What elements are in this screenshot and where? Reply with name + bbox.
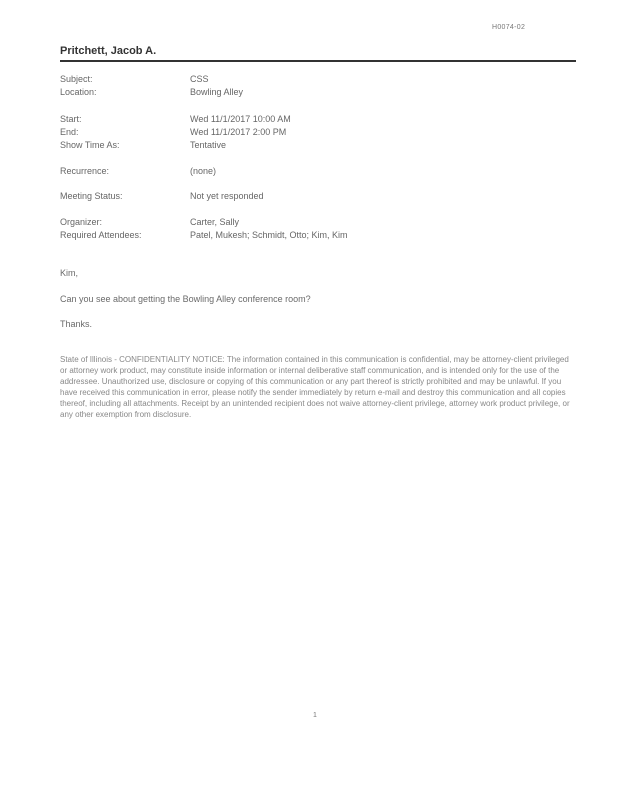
field-value: Not yet responded bbox=[190, 191, 264, 201]
mailbox-owner-name: Pritchett, Jacob A. bbox=[60, 45, 157, 57]
field-label: Location: bbox=[60, 87, 97, 97]
field-value: Wed 11/1/2017 2:00 PM bbox=[190, 127, 287, 137]
field-value: Patel, Mukesh; Schmidt, Otto; Kim, Kim bbox=[190, 230, 348, 240]
message-closing: Thanks. bbox=[60, 319, 93, 329]
field-value: (none) bbox=[190, 166, 217, 176]
field-subject bbox=[60, 74, 580, 86]
field-label: Show Time As: bbox=[60, 140, 120, 150]
field-end bbox=[60, 127, 580, 139]
confidentiality-notice: State of Illinois - CONFIDENTIALITY NOTICE: The information contained in this communication is confidential, may be attorney-client privileged or attorney work product, may constitute inside information or internal deliberative staff communication, and is intended only for the use of the addressee. Unauthorized use, disclosure or copying of this communication or any part thereof is strictly prohibited and may be unlawful. If you have received this communication in error, please notify the sender immediately by return e-mail and destroy this communication and all copies thereof, including all attachments. Receipt by an unintended recipient does not waive attorney-client privilege, attorney work product privilege, or any other exemption from disclosure. bbox=[60, 355, 570, 419]
field-location bbox=[60, 87, 580, 99]
field-meeting-status bbox=[60, 191, 580, 203]
field-label: Recurrence: bbox=[60, 166, 110, 176]
field-label: Meeting Status: bbox=[60, 191, 123, 201]
field-start bbox=[60, 114, 580, 126]
field-label: Required Attendees: bbox=[60, 230, 142, 240]
field-show-time-as bbox=[60, 140, 580, 152]
field-value: Tentative bbox=[190, 140, 227, 150]
message-text: Can you see about getting the Bowling Alley conference room? bbox=[60, 294, 311, 304]
field-label: End: bbox=[60, 127, 79, 137]
page-number: 1 bbox=[313, 712, 317, 719]
field-value: Carter, Sally bbox=[190, 217, 240, 227]
header-rule bbox=[60, 60, 576, 62]
field-value: CSS bbox=[190, 74, 209, 84]
field-value: Bowling Alley bbox=[190, 87, 244, 97]
field-organizer bbox=[60, 217, 580, 229]
field-label: Start: bbox=[60, 114, 82, 124]
field-required-attendees bbox=[60, 230, 580, 242]
field-label: Organizer: bbox=[60, 217, 103, 227]
message-greeting: Kim, bbox=[60, 268, 78, 278]
bates-number: H0074-02 bbox=[492, 24, 526, 31]
field-recurrence bbox=[60, 166, 580, 178]
field-label: Subject: bbox=[60, 74, 93, 84]
field-value: Wed 11/1/2017 10:00 AM bbox=[190, 114, 291, 124]
